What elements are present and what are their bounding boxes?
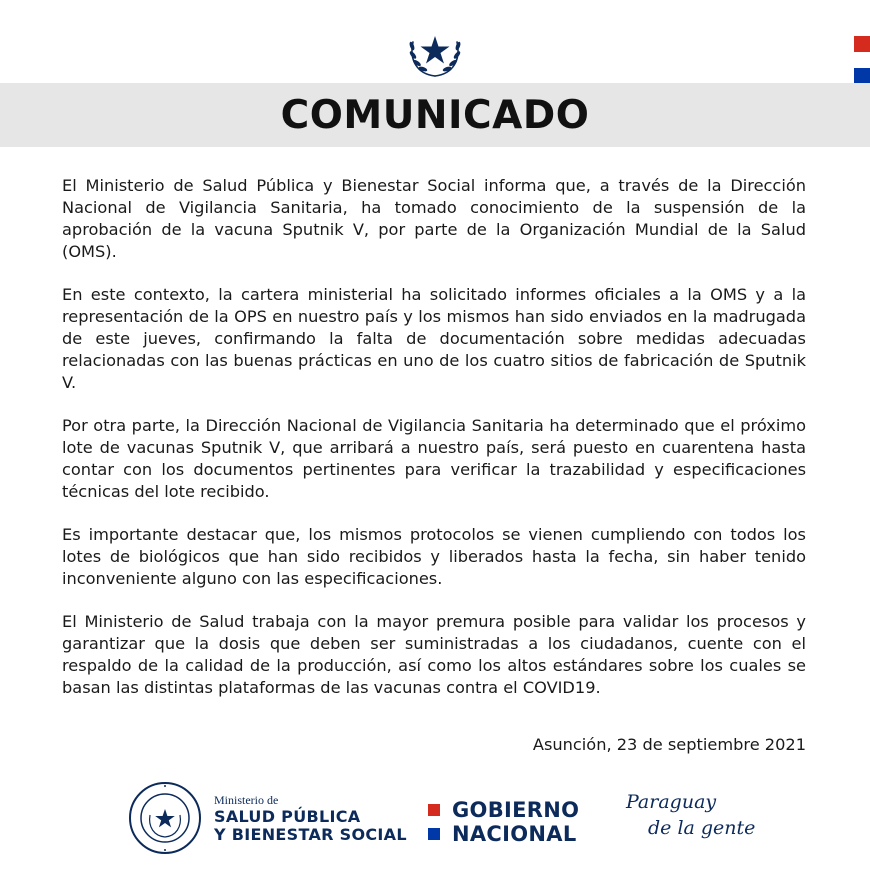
paraguay-slogan-logo bbox=[626, 789, 755, 841]
republic-seal-icon bbox=[128, 781, 202, 855]
gobierno-nacional-logo bbox=[428, 799, 579, 847]
paragraph-1: El Ministerio de Salud Pública y Bienestar Social informa que, a través de la Dirección Nacional de Vigilancia Sanitaria, ha tomado conocimiento de la suspensión de la aprobación de la vacuna Sputnik V, por parte de la Organización Mundial de la Salud (OMS). bbox=[62, 176, 806, 261]
paragraph-2: En este contexto, la cartera ministerial ha solicitado informes oficiales a la OMS y a la representación de la OPS en nuestro país y los mismos han sido enviados en la madrugada de este jueves, confirmando la falta de documentación sobre medidas adecuadas relacionadas con las buenas prácticas en uno de los cuatro sitios de fabricación de Sputnik V. bbox=[62, 285, 806, 392]
statement-body bbox=[62, 175, 806, 720]
flag-red-stripe bbox=[854, 36, 870, 52]
flag-blue-stripe bbox=[854, 68, 870, 84]
title-band bbox=[0, 83, 870, 147]
page-title: COMUNICADO bbox=[280, 92, 590, 138]
slogan-line-2: de la gente bbox=[648, 817, 756, 839]
paragraph-3: Por otra parte, la Dirección Nacional de Vigilancia Sanitaria ha determinado que el próximo lote de vacunas Sputnik V, que arribará a nuestro país, será puesto en cuarentena hasta contar con los documentos pertinentes para verificar la trazabilidad y especificaciones técnicas del lote recibido. bbox=[62, 416, 806, 501]
blue-square-icon bbox=[428, 828, 440, 840]
footer-logos bbox=[0, 775, 870, 870]
ministry-small-label: Ministerio de bbox=[214, 793, 279, 807]
ministry-logo-text bbox=[214, 793, 407, 844]
national-seal-icon bbox=[403, 22, 467, 82]
gobierno-label: GOBIERNO bbox=[452, 798, 580, 822]
ministry-line-2: Y BIENESTAR SOCIAL bbox=[214, 825, 407, 844]
dateline: Asunción, 23 de septiembre 2021 bbox=[532, 735, 806, 754]
paragraph-4: Es importante destacar que, los mismos protocolos se vienen cumpliendo con todos los lotes de biológicos que han sido recibidos y liberados hasta la fecha, sin haber tenido inconveniente alguno con las especificaciones. bbox=[62, 525, 806, 588]
nacional-label: NACIONAL bbox=[452, 822, 577, 846]
paragraph-5: El Ministerio de Salud trabaja con la mayor premura posible para validar los procesos y garantizar que la dosis que deben ser suministradas a los ciudadanos, cuente con el respaldo de la calidad de la producción, así como los altos estándares sobre los cuales se basan las distintas plataformas de las vacunas contra el COVID19. bbox=[62, 612, 806, 697]
ministry-line-1: SALUD PÚBLICA bbox=[214, 807, 361, 826]
red-square-icon bbox=[428, 804, 440, 816]
slogan-line-1: Paraguay bbox=[626, 791, 717, 813]
